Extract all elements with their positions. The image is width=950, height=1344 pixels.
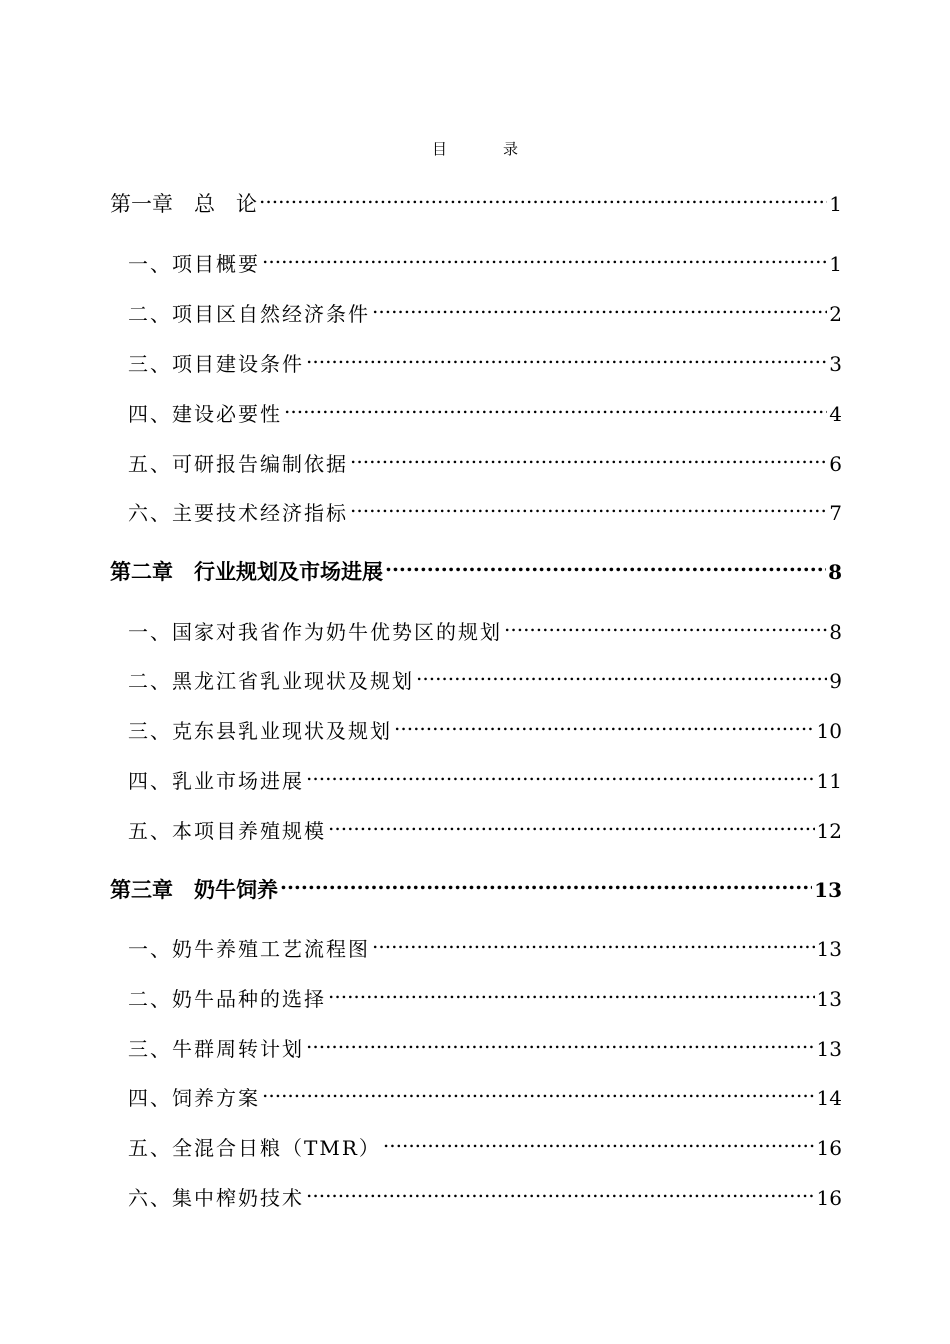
toc-section-3-6[interactable]: [110, 1175, 842, 1210]
toc-entry-label: 四、饲养方案: [128, 1086, 260, 1110]
dot-leader: [262, 241, 827, 271]
toc-entry-label: 三、牛群周转计划: [128, 1037, 304, 1061]
toc-entry-label: 五、全混合日粮（TMR）: [128, 1136, 381, 1160]
toc-entry-label: 二、项目区自然经济条件: [128, 302, 370, 326]
toc-entry-page: 1: [829, 192, 842, 216]
toc-entry-label: 四、建设必要性: [128, 402, 282, 426]
dot-leader: [328, 808, 815, 838]
toc-entry-page: 13: [816, 987, 842, 1011]
dot-leader: [372, 926, 815, 956]
toc-entry-page: 2: [829, 302, 842, 326]
dot-leader: [383, 1125, 815, 1155]
toc-entry-page: 1: [829, 252, 842, 276]
toc-entry-page: 11: [816, 769, 842, 793]
dot-leader: [394, 708, 815, 738]
dot-leader: [306, 758, 815, 788]
toc-section-2-2[interactable]: [110, 658, 842, 693]
toc-section-2-3[interactable]: [110, 708, 842, 743]
dot-leader: [385, 549, 826, 579]
toc-entry-label: 六、集中榨奶技术: [128, 1186, 304, 1210]
toc-chapter-1[interactable]: [110, 181, 842, 216]
dot-leader: [306, 341, 827, 371]
toc-title-char-2: 录: [503, 140, 519, 158]
toc-entry-label: 二、黑龙江省乳业现状及规划: [128, 669, 414, 693]
toc-section-2-1[interactable]: [110, 609, 842, 644]
toc-section-1-1[interactable]: [110, 241, 842, 276]
toc-entry-page: 3: [829, 352, 842, 376]
toc-entry-label: 五、可研报告编制依据: [128, 452, 348, 476]
dot-leader: [504, 609, 827, 639]
toc-entry-label: 第二章 行业规划及市场进展: [110, 559, 383, 584]
toc-section-1-3[interactable]: [110, 341, 842, 376]
dot-leader: [306, 1026, 815, 1056]
toc-entry-page: 8: [828, 560, 842, 584]
toc-entry-page: 4: [829, 402, 842, 426]
toc-entry-page: 12: [816, 819, 842, 843]
dot-leader: [328, 976, 815, 1006]
toc-entry-label: 一、国家对我省作为奶牛优势区的规划: [128, 620, 502, 644]
toc-section-3-2[interactable]: [110, 976, 842, 1011]
dot-leader: [350, 441, 827, 471]
toc-entry-label: 一、奶牛养殖工艺流程图: [128, 937, 370, 961]
toc-section-3-3[interactable]: [110, 1026, 842, 1061]
toc-entry-label: 第一章 总 论: [110, 192, 257, 216]
toc-section-3-1[interactable]: [110, 926, 842, 961]
toc-entry-label: 三、克东县乳业现状及规划: [128, 719, 392, 743]
toc-section-1-4[interactable]: [110, 391, 842, 426]
toc-entry-label: 四、乳业市场进展: [128, 769, 304, 793]
dot-leader: [350, 490, 827, 520]
toc-entry-page: 8: [829, 620, 842, 644]
toc-entry-label: 二、奶牛品种的选择: [128, 987, 326, 1011]
dot-leader: [280, 867, 812, 897]
toc-entry-page: 14: [816, 1086, 842, 1110]
toc-entry-label: 六、主要技术经济指标: [128, 501, 348, 525]
toc-section-3-5[interactable]: [110, 1125, 842, 1160]
toc-title: [0, 138, 950, 159]
toc-chapter-2[interactable]: [110, 549, 842, 584]
dot-leader: [262, 1075, 815, 1105]
toc-entry-page: 7: [829, 501, 842, 525]
dot-leader: [372, 291, 827, 321]
dot-leader: [306, 1175, 815, 1205]
toc-entry-page: 16: [816, 1186, 842, 1210]
toc-chapter-3[interactable]: [110, 867, 842, 902]
toc-entry-page: 9: [829, 669, 842, 693]
toc-entry-label: 三、项目建设条件: [128, 352, 304, 376]
toc-section-1-6[interactable]: [110, 490, 842, 525]
toc-section-2-4[interactable]: [110, 758, 842, 793]
toc-section-3-4[interactable]: [110, 1075, 842, 1110]
dot-leader: [416, 658, 827, 688]
toc-entry-page: 13: [814, 878, 842, 902]
toc-entry-label: 五、本项目养殖规模: [128, 819, 326, 843]
toc-entry-page: 10: [816, 719, 842, 743]
toc-entry-label: 第三章 奶牛饲养: [110, 877, 278, 902]
toc-section-1-5[interactable]: [110, 441, 842, 476]
dot-leader: [259, 181, 827, 211]
toc-entry-page: 6: [829, 452, 842, 476]
toc-entry-page: 16: [816, 1136, 842, 1160]
toc-entry-label: 一、项目概要: [128, 252, 260, 276]
toc-entry-page: 13: [816, 1037, 842, 1061]
toc-entry-page: 13: [816, 937, 842, 961]
toc-section-1-2[interactable]: [110, 291, 842, 326]
toc-title-char-1: 目: [431, 140, 447, 158]
toc-section-2-5[interactable]: [110, 808, 842, 843]
dot-leader: [284, 391, 827, 421]
